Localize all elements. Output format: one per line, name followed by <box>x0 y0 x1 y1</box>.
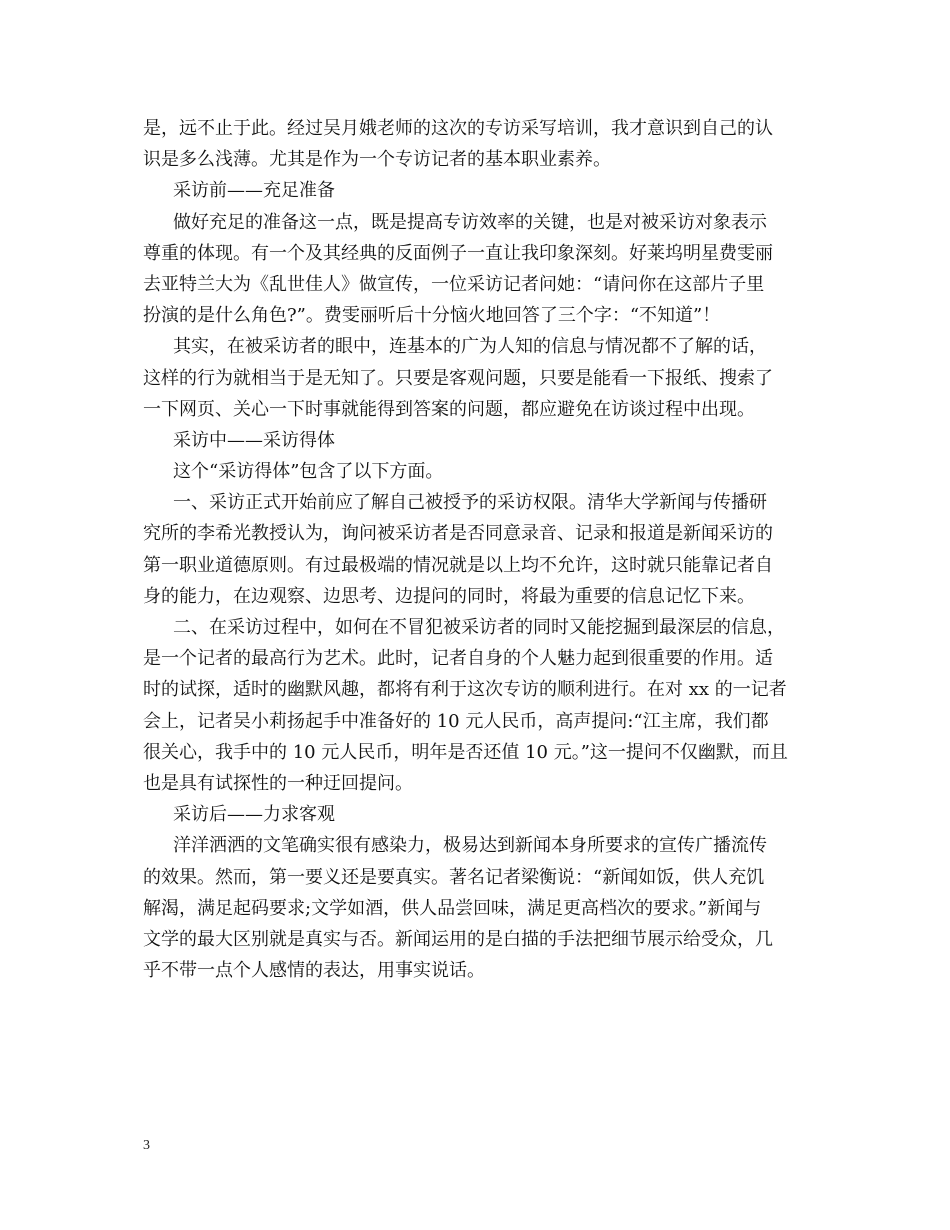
text-line: 的效果。然而，第一要义还是要真实。著名记者梁衡说：“新闻如饭，供人充饥 <box>143 866 765 888</box>
text-line: 究所的李希光教授认为，询问被采访者是否同意录音、记录和报道是新闻采访的 <box>143 523 773 545</box>
text-line: 身的能力，在边观察、边思考、边提问的同时，将最为重要的信息记忆下来。 <box>143 585 755 607</box>
text-line: 采访后——力求客观 <box>173 804 335 826</box>
text-line: 也是具有试探性的一种迂回提问。 <box>143 772 413 794</box>
page-number: 3 <box>143 1138 150 1153</box>
text-line: 一下网页、关心一下时事就能得到答案的问题，都应避免在访谈过程中出现。 <box>143 398 755 420</box>
text-line: 会上，记者吴小莉扬起手中准备好的 10 元人民币，高声提问:“江主席，我们都 <box>143 710 769 732</box>
text-line: 文学的最大区别就是真实与否。新闻运用的是白描的手法把细节展示给受众，几 <box>143 928 773 950</box>
text-line: 这样的行为就相当于是无知了。只要是客观问题，只要是能看一下报纸、搜索了 <box>143 367 773 389</box>
text-line: 做好充足的准备这一点，既是提高专访效率的关键，也是对被采访对象表示 <box>173 211 767 233</box>
text-line: 去亚特兰大为《乱世佳人》做宣传，一位采访记者问她：“请问你在这部片子里 <box>143 273 765 295</box>
body-text <box>143 113 819 986</box>
text-line: 第一职业道德原则。有过最极端的情况就是以上均不允许，这时就只能靠记者自 <box>143 554 773 576</box>
text-line: 洋洋洒洒的文笔确实很有感染力，极易达到新闻本身所要求的宣传广播流传 <box>173 835 767 857</box>
text-line: 乎不带一点个人感情的表达，用事实说话。 <box>143 960 485 982</box>
text-line: 很关心，我手中的 10 元人民币，明年是否还值 10 元。”这一提问不仅幽默，而且 <box>143 741 788 763</box>
text-line: 识是多么浅薄。尤其是作为一个专访记者的基本职业素养。 <box>143 149 611 171</box>
text-line: 一、采访正式开始前应了解自己被授予的采访权限。清华大学新闻与传播研 <box>173 492 767 514</box>
text-line: 是一个记者的最高行为艺术。此时，记者自身的个人魅力起到很重要的作用。适 <box>143 648 773 670</box>
text-line: 采访中——采访得体 <box>173 429 335 451</box>
text-line: 其实，在被采访者的眼中，连基本的广为人知的信息与情况都不了解的话， <box>173 336 767 358</box>
text-line: 这个“采访得体”包含了以下方面。 <box>173 461 444 483</box>
text-line: 尊重的体现。有一个及其经典的反面例子一直让我印象深刻。好莱坞明星费雯丽 <box>143 242 773 264</box>
text-line: 扮演的是什么角色?”。费雯丽听后十分恼火地回答了三个字：“不知道”！ <box>143 305 721 327</box>
text-line: 是，远不止于此。经过吴月娥老师的这次的专访采写培训，我才意识到自己的认 <box>143 118 773 139</box>
text-line: 采访前——充足准备 <box>173 180 335 202</box>
text-line: 二、在采访过程中，如何在不冒犯被采访者的同时又能挖掘到最深层的信息， <box>173 617 785 638</box>
text-line: 时的试探，适时的幽默风趣，都将有利于这次专访的顺利进行。在对 xx 的一记者 <box>143 679 787 701</box>
text-line: 解渴，满足起码要求;文学如酒，供人品尝回味，满足更高档次的要求。”新闻与 <box>143 897 762 919</box>
